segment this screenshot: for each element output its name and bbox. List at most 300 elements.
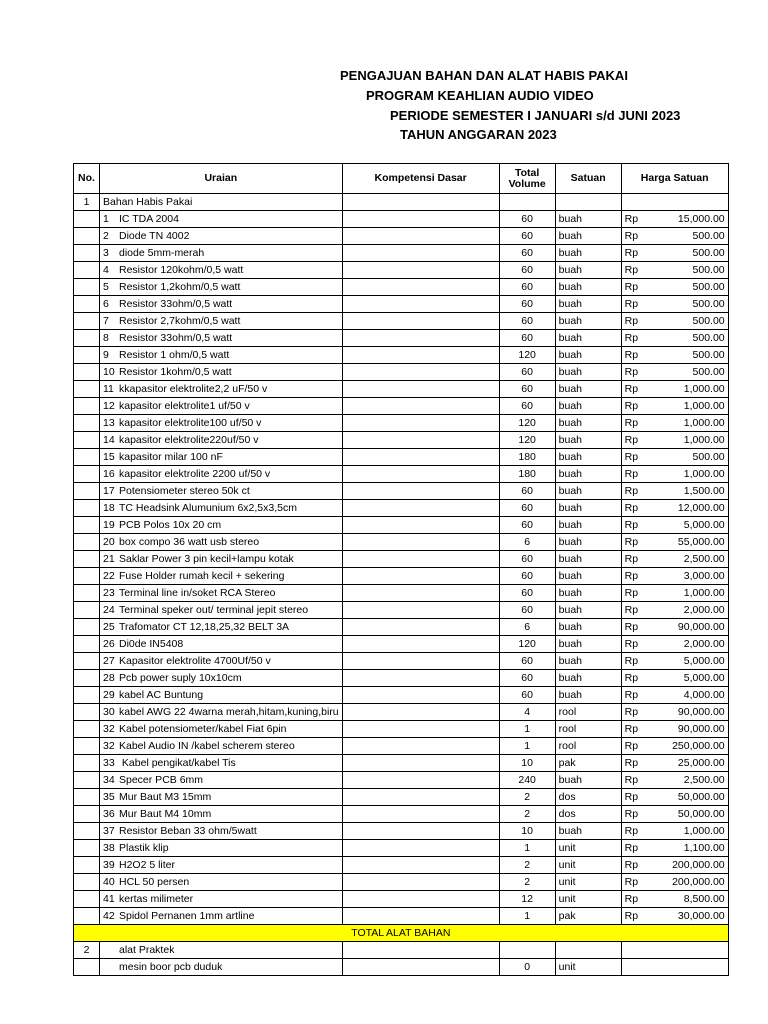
item-number: 21 bbox=[103, 553, 115, 565]
item-price: 2,000.00 bbox=[683, 638, 725, 650]
item-number: 34 bbox=[103, 774, 115, 786]
item-price: 500.00 bbox=[692, 332, 725, 344]
item-harga bbox=[621, 330, 728, 347]
item-satuan: buah bbox=[555, 347, 621, 364]
item-currency: Rp bbox=[624, 298, 639, 310]
empty-cell bbox=[74, 840, 100, 857]
table-row bbox=[74, 296, 729, 313]
item-kompetensi bbox=[342, 534, 499, 551]
empty-cell bbox=[74, 313, 100, 330]
item-volume: 60 bbox=[499, 381, 555, 398]
item-name: kabel AWG 22 4warna merah,hitam,kuning,biru bbox=[119, 706, 339, 718]
item-volume: 60 bbox=[499, 585, 555, 602]
item-name: mesin boor pcb duduk bbox=[119, 961, 223, 973]
item-satuan: buah bbox=[555, 415, 621, 432]
table-row bbox=[74, 687, 729, 704]
item-name: IC TDA 2004 bbox=[119, 213, 179, 225]
item-name: Resistor 1 ohm/0,5 watt bbox=[119, 349, 230, 361]
empty-cell bbox=[621, 194, 728, 211]
item-volume: 2 bbox=[499, 806, 555, 823]
table-row bbox=[74, 211, 729, 228]
item-kompetensi bbox=[342, 296, 499, 313]
item-harga bbox=[621, 636, 728, 653]
title-line-4: TAHUN ANGGARAN 2023 bbox=[400, 127, 557, 142]
item-name: HCL 50 persen bbox=[119, 876, 190, 888]
item-satuan: unit bbox=[555, 840, 621, 857]
item-kompetensi bbox=[342, 398, 499, 415]
item-uraian bbox=[100, 466, 343, 483]
header-total-volume bbox=[499, 164, 555, 194]
item-uraian bbox=[100, 551, 343, 568]
item-uraian bbox=[100, 636, 343, 653]
item-satuan: buah bbox=[555, 772, 621, 789]
item-name: Mur Baut M3 15mm bbox=[119, 791, 212, 803]
item-kompetensi bbox=[342, 704, 499, 721]
item-number: 8 bbox=[103, 332, 109, 344]
item-name: Fuse Holder rumah kecil + sekering bbox=[119, 570, 285, 582]
item-name: kabel AC Buntung bbox=[119, 689, 204, 701]
item-kompetensi bbox=[342, 772, 499, 789]
item-currency: Rp bbox=[624, 672, 639, 684]
item-number: 25 bbox=[103, 621, 115, 633]
item-harga bbox=[621, 534, 728, 551]
item-name: kertas milimeter bbox=[119, 893, 194, 905]
item-number: 19 bbox=[103, 519, 115, 531]
table-row bbox=[74, 381, 729, 398]
item-kompetensi bbox=[342, 653, 499, 670]
item-satuan: buah bbox=[555, 653, 621, 670]
item-harga bbox=[621, 874, 728, 891]
item-volume: 10 bbox=[499, 755, 555, 772]
section-2-label bbox=[100, 942, 343, 959]
item-volume: 60 bbox=[499, 602, 555, 619]
item-price: 200,000.00 bbox=[672, 876, 725, 888]
item-price: 500.00 bbox=[692, 315, 725, 327]
item-uraian bbox=[100, 721, 343, 738]
table-row bbox=[74, 245, 729, 262]
item-kompetensi bbox=[342, 262, 499, 279]
item-harga bbox=[621, 738, 728, 755]
item-satuan: buah bbox=[555, 568, 621, 585]
item-uraian bbox=[100, 415, 343, 432]
item-price: 1,000.00 bbox=[683, 417, 725, 429]
item-uraian bbox=[100, 653, 343, 670]
item-uraian bbox=[100, 313, 343, 330]
item-satuan: rool bbox=[555, 704, 621, 721]
table-row bbox=[74, 449, 729, 466]
item-satuan: rool bbox=[555, 721, 621, 738]
item-satuan: buah bbox=[555, 381, 621, 398]
item-price: 1,000.00 bbox=[683, 434, 725, 446]
item-kompetensi bbox=[342, 279, 499, 296]
item-uraian bbox=[100, 585, 343, 602]
item-name: Terminal speker out/ terminal jepit stereo bbox=[119, 604, 309, 616]
item-price: 200,000.00 bbox=[672, 859, 725, 871]
item-uraian bbox=[100, 262, 343, 279]
item-name: Pcb power suply 10x10cm bbox=[119, 672, 242, 684]
item-currency: Rp bbox=[624, 893, 639, 905]
item-currency: Rp bbox=[624, 213, 639, 225]
item-harga bbox=[621, 211, 728, 228]
item-volume: 60 bbox=[499, 364, 555, 381]
item-number: 33 bbox=[103, 757, 115, 769]
empty-cell bbox=[74, 959, 100, 976]
item-currency: Rp bbox=[624, 842, 639, 854]
item-price: 3,000.00 bbox=[683, 570, 725, 582]
item-number: 17 bbox=[103, 485, 115, 497]
empty-cell bbox=[74, 687, 100, 704]
item-number: 7 bbox=[103, 315, 109, 327]
header-uraian: Uraian bbox=[100, 164, 343, 194]
item-uraian bbox=[100, 296, 343, 313]
item-volume: 60 bbox=[499, 262, 555, 279]
item-satuan: pak bbox=[555, 908, 621, 925]
empty-cell bbox=[74, 806, 100, 823]
item-volume: 2 bbox=[499, 789, 555, 806]
item-currency: Rp bbox=[624, 587, 639, 599]
item-number: 42 bbox=[103, 910, 115, 922]
item-name: Resistor 33ohm/0,5 watt bbox=[119, 298, 233, 310]
item-price: 4,000.00 bbox=[683, 689, 725, 701]
item-satuan: buah bbox=[555, 500, 621, 517]
item-currency: Rp bbox=[624, 689, 639, 701]
item-satuan: unit bbox=[555, 891, 621, 908]
item-harga bbox=[621, 789, 728, 806]
item-name: Potensiometer stereo 50k ct bbox=[119, 485, 250, 497]
item-currency: Rp bbox=[624, 859, 639, 871]
item-satuan: buah bbox=[555, 313, 621, 330]
empty-cell bbox=[74, 670, 100, 687]
item-harga bbox=[621, 551, 728, 568]
item-harga bbox=[621, 772, 728, 789]
item-name: Kabel Audio IN /kabel scherem stereo bbox=[119, 740, 295, 752]
item-satuan: dos bbox=[555, 789, 621, 806]
item-volume: 60 bbox=[499, 245, 555, 262]
item-currency: Rp bbox=[624, 757, 639, 769]
table-row bbox=[74, 415, 729, 432]
item-kompetensi bbox=[342, 449, 499, 466]
item-volume: 120 bbox=[499, 347, 555, 364]
item-satuan: buah bbox=[555, 823, 621, 840]
item-uraian bbox=[100, 500, 343, 517]
item-satuan: buah bbox=[555, 517, 621, 534]
item-kompetensi bbox=[342, 840, 499, 857]
item-number: 24 bbox=[103, 604, 115, 616]
item-harga bbox=[621, 687, 728, 704]
item-volume: 240 bbox=[499, 772, 555, 789]
item-number: 22 bbox=[103, 570, 115, 582]
item-currency: Rp bbox=[624, 417, 639, 429]
item-number: 15 bbox=[103, 451, 115, 463]
table-row bbox=[74, 483, 729, 500]
item-currency: Rp bbox=[624, 791, 639, 803]
item-uraian bbox=[100, 347, 343, 364]
item-price: 500.00 bbox=[692, 247, 725, 259]
item-price: 1,000.00 bbox=[683, 468, 725, 480]
item-number: 27 bbox=[103, 655, 115, 667]
item-volume: 180 bbox=[499, 449, 555, 466]
item-volume: 12 bbox=[499, 891, 555, 908]
item-uraian bbox=[100, 704, 343, 721]
item-kompetensi bbox=[342, 891, 499, 908]
item-kompetensi bbox=[342, 381, 499, 398]
item-currency: Rp bbox=[624, 570, 639, 582]
item-harga bbox=[621, 857, 728, 874]
item-currency: Rp bbox=[624, 621, 639, 633]
item-price: 90,000.00 bbox=[677, 723, 725, 735]
item-name: Resistor 120kohm/0,5 watt bbox=[119, 264, 244, 276]
item-price: 55,000.00 bbox=[677, 536, 725, 548]
item-satuan: buah bbox=[555, 585, 621, 602]
item-number: 2 bbox=[103, 230, 109, 242]
table-row bbox=[74, 857, 729, 874]
item-name: TC Headsink Alumunium 6x2,5x3,5cm bbox=[119, 502, 297, 514]
item-number: 39 bbox=[103, 859, 115, 871]
empty-cell bbox=[74, 211, 100, 228]
item-name: Mur Baut M4 10mm bbox=[119, 808, 212, 820]
table-row bbox=[74, 704, 729, 721]
section-2-no: 2 bbox=[74, 942, 100, 959]
item-number: 18 bbox=[103, 502, 115, 514]
item-harga bbox=[621, 296, 728, 313]
table-row bbox=[74, 364, 729, 381]
item-satuan: buah bbox=[555, 670, 621, 687]
item-harga bbox=[621, 670, 728, 687]
item-name: diode 5mm-merah bbox=[119, 247, 205, 259]
item-kompetensi bbox=[342, 908, 499, 925]
item-number: 3 bbox=[103, 247, 109, 259]
table-row bbox=[74, 347, 729, 364]
header-satuan: Satuan bbox=[555, 164, 621, 194]
item-name: PCB Polos 10x 20 cm bbox=[119, 519, 222, 531]
section-2-row bbox=[74, 942, 729, 959]
header-volume: Volume bbox=[508, 177, 546, 190]
item-volume: 60 bbox=[499, 211, 555, 228]
item-number: 37 bbox=[103, 825, 115, 837]
empty-cell bbox=[342, 942, 499, 959]
item-kompetensi bbox=[342, 721, 499, 738]
empty-cell bbox=[74, 517, 100, 534]
item-currency: Rp bbox=[624, 383, 639, 395]
item-satuan: buah bbox=[555, 483, 621, 500]
item-volume: 60 bbox=[499, 483, 555, 500]
item-uraian bbox=[100, 738, 343, 755]
item-satuan: buah bbox=[555, 636, 621, 653]
item-kompetensi bbox=[342, 789, 499, 806]
item-currency: Rp bbox=[624, 723, 639, 735]
item-kompetensi bbox=[342, 483, 499, 500]
item-uraian bbox=[100, 772, 343, 789]
item-volume: 0 bbox=[499, 959, 555, 976]
item-volume: 6 bbox=[499, 534, 555, 551]
table-row bbox=[74, 313, 729, 330]
item-volume: 180 bbox=[499, 466, 555, 483]
item-price: 1,000.00 bbox=[683, 383, 725, 395]
item-number: 23 bbox=[103, 587, 115, 599]
section-1-row bbox=[74, 194, 729, 211]
empty-cell bbox=[342, 194, 499, 211]
item-number: 12 bbox=[103, 400, 115, 412]
empty-cell bbox=[74, 466, 100, 483]
header-harga: Harga Satuan bbox=[621, 164, 728, 194]
item-volume: 60 bbox=[499, 279, 555, 296]
total-row bbox=[74, 925, 729, 942]
item-uraian bbox=[100, 687, 343, 704]
table-row bbox=[74, 330, 729, 347]
item-volume: 60 bbox=[499, 500, 555, 517]
header-row bbox=[74, 164, 729, 194]
item-number: 5 bbox=[103, 281, 109, 293]
total-label: TOTAL ALAT BAHAN bbox=[74, 925, 729, 942]
item-number: 6 bbox=[103, 298, 109, 310]
item-kompetensi bbox=[342, 347, 499, 364]
item-harga bbox=[621, 704, 728, 721]
item-number: 32 bbox=[103, 723, 115, 735]
item-satuan: pak bbox=[555, 755, 621, 772]
item-satuan: buah bbox=[555, 449, 621, 466]
table-row bbox=[74, 959, 729, 976]
item-name: Plastik klip bbox=[119, 842, 169, 854]
item-satuan: rool bbox=[555, 738, 621, 755]
item-price: 2,000.00 bbox=[683, 604, 725, 616]
item-price: 1,000.00 bbox=[683, 587, 725, 599]
table-row bbox=[74, 602, 729, 619]
item-volume: 10 bbox=[499, 823, 555, 840]
empty-cell bbox=[74, 908, 100, 925]
item-uraian bbox=[100, 806, 343, 823]
item-volume: 4 bbox=[499, 704, 555, 721]
item-uraian bbox=[100, 381, 343, 398]
item-volume: 120 bbox=[499, 415, 555, 432]
item-price: 2,500.00 bbox=[683, 553, 725, 565]
item-name: Resistor 1,2kohm/0,5 watt bbox=[119, 281, 241, 293]
item-price: 5,000.00 bbox=[683, 519, 725, 531]
item-volume: 2 bbox=[499, 874, 555, 891]
item-satuan: buah bbox=[555, 432, 621, 449]
item-uraian bbox=[100, 449, 343, 466]
item-volume: 60 bbox=[499, 670, 555, 687]
empty-cell bbox=[74, 738, 100, 755]
item-price: 500.00 bbox=[692, 349, 725, 361]
empty-cell bbox=[621, 942, 728, 959]
item-price: 50,000.00 bbox=[677, 808, 725, 820]
item-number: 36 bbox=[103, 808, 115, 820]
item-satuan: buah bbox=[555, 330, 621, 347]
item-uraian bbox=[100, 364, 343, 381]
table-row bbox=[74, 432, 729, 449]
item-name: kapasitor elektrolite1 uf/50 v bbox=[119, 400, 250, 412]
table-row bbox=[74, 891, 729, 908]
item-harga bbox=[621, 432, 728, 449]
item-name: Resistor 33ohm/0,5 watt bbox=[119, 332, 233, 344]
item-kompetensi bbox=[342, 874, 499, 891]
item-uraian bbox=[100, 670, 343, 687]
item-harga bbox=[621, 245, 728, 262]
item-harga bbox=[621, 653, 728, 670]
table-row bbox=[74, 789, 729, 806]
item-name: H2O2 5 liter bbox=[119, 859, 176, 871]
item-harga bbox=[621, 891, 728, 908]
item-price: 5,000.00 bbox=[683, 655, 725, 667]
item-kompetensi bbox=[342, 602, 499, 619]
item-number: 20 bbox=[103, 536, 115, 548]
item-name: Trafomator CT 12,18,25,32 BELT 3A bbox=[119, 621, 290, 633]
empty-cell bbox=[74, 330, 100, 347]
item-volume: 1 bbox=[499, 840, 555, 857]
table-row bbox=[74, 721, 729, 738]
item-uraian bbox=[100, 398, 343, 415]
empty-cell bbox=[74, 228, 100, 245]
empty-cell bbox=[74, 398, 100, 415]
item-volume: 2 bbox=[499, 857, 555, 874]
item-uraian bbox=[100, 619, 343, 636]
item-harga bbox=[621, 806, 728, 823]
item-kompetensi bbox=[342, 959, 499, 976]
item-satuan: buah bbox=[555, 211, 621, 228]
empty-cell bbox=[74, 245, 100, 262]
item-harga bbox=[621, 908, 728, 925]
table-row bbox=[74, 636, 729, 653]
item-price: 500.00 bbox=[692, 281, 725, 293]
item-kompetensi bbox=[342, 500, 499, 517]
empty-cell bbox=[74, 772, 100, 789]
item-name: Resistor 2,7kohm/0,5 watt bbox=[119, 315, 241, 327]
table-row bbox=[74, 806, 729, 823]
item-price: 500.00 bbox=[692, 298, 725, 310]
item-harga bbox=[621, 398, 728, 415]
item-price: 1,500.00 bbox=[683, 485, 725, 497]
item-uraian bbox=[100, 602, 343, 619]
item-name: Di0de IN5408 bbox=[119, 638, 184, 650]
empty-cell bbox=[555, 194, 621, 211]
item-price: 25,000.00 bbox=[677, 757, 725, 769]
item-satuan: buah bbox=[555, 619, 621, 636]
empty-cell bbox=[74, 415, 100, 432]
table-row bbox=[74, 908, 729, 925]
item-uraian bbox=[100, 857, 343, 874]
item-number: 11 bbox=[103, 383, 114, 395]
item-harga bbox=[621, 415, 728, 432]
item-price: 90,000.00 bbox=[677, 621, 725, 633]
title-line-3: PERIODE SEMESTER I JANUARI s/d JUNI 2023 bbox=[390, 108, 681, 123]
item-price: 12,000.00 bbox=[677, 502, 725, 514]
header-total: Total bbox=[514, 166, 540, 179]
item-volume: 6 bbox=[499, 619, 555, 636]
table-row bbox=[74, 551, 729, 568]
title-line-1: PENGAJUAN BAHAN DAN ALAT HABIS PAKAI bbox=[340, 68, 628, 83]
item-kompetensi bbox=[342, 432, 499, 449]
item-uraian bbox=[100, 330, 343, 347]
item-uraian bbox=[100, 908, 343, 925]
item-currency: Rp bbox=[624, 264, 639, 276]
item-harga bbox=[621, 364, 728, 381]
item-volume: 60 bbox=[499, 653, 555, 670]
item-name: kapasitor elektrolite 2200 uf/50 v bbox=[119, 468, 271, 480]
table-row bbox=[74, 262, 729, 279]
item-harga bbox=[621, 279, 728, 296]
empty-cell bbox=[621, 959, 728, 976]
empty-cell bbox=[74, 891, 100, 908]
item-volume: 120 bbox=[499, 636, 555, 653]
item-volume: 60 bbox=[499, 330, 555, 347]
item-number: 10 bbox=[103, 366, 115, 378]
budget-table bbox=[73, 163, 729, 976]
item-number: 35 bbox=[103, 791, 115, 803]
item-kompetensi bbox=[342, 755, 499, 772]
item-currency: Rp bbox=[624, 502, 639, 514]
item-currency: Rp bbox=[624, 774, 639, 786]
item-kompetensi bbox=[342, 738, 499, 755]
